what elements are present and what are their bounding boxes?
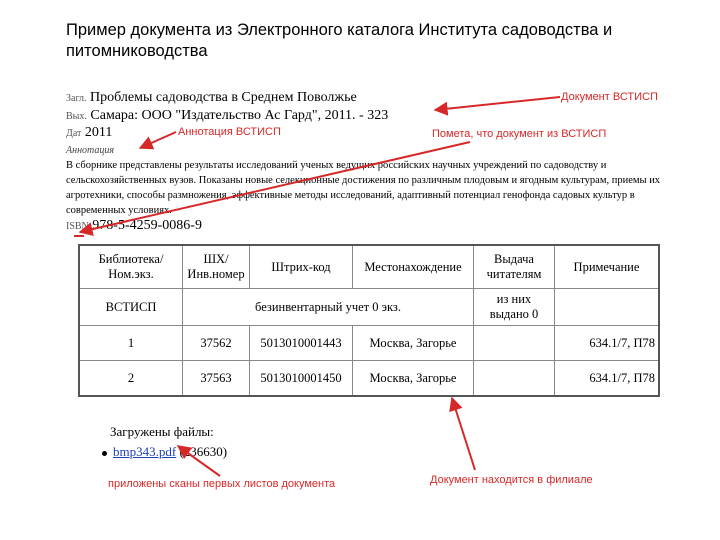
annotation-text: В сборнике представлены результаты исследований ученых ведущих российских научных учреждений по садоводству и сельскохозяйственных вузов. Показаны новые селекционные достижения по различным плодовым и ягодным культурам, приемы их агротехники, способы размножения, эффективные методы исследований, адаптивный потенциал генофонда садовых культур в современных условиях.: [66, 160, 661, 216]
red-marker: [74, 235, 84, 237]
col-barcode: Штрих-код: [250, 245, 353, 289]
holdings-table: [78, 244, 660, 397]
isbn-line: [66, 218, 202, 235]
inventory-number: 37562: [183, 326, 250, 361]
slide-title: Пример документа из Электронного каталога Института садоводства и питомниководства: [66, 21, 613, 60]
uploaded-files: [110, 424, 228, 459]
annotation-label: Аннотация: [66, 145, 115, 156]
location: Москва, Загорье: [353, 326, 474, 361]
year-line: [66, 125, 112, 142]
summary-note: [555, 289, 660, 326]
isbn-value: 978-5-4259-0086-9: [92, 218, 202, 233]
col-location: Местонахождение: [353, 245, 474, 289]
callout-doc-vstisp: Документ ВСТИСП: [561, 91, 658, 103]
bullet-icon: [102, 451, 107, 456]
imprint-value: Самара: ООО "Издательство Ас Гард", 2011. - 323: [90, 108, 389, 123]
location: Москва, Загорье: [353, 361, 474, 397]
callout-mark-vstisp: Помета, что документ из ВСТИСП: [432, 128, 607, 140]
callout-branch: Документ находится в филиале: [430, 474, 593, 486]
callout-scans: приложены сканы первых листов документа: [108, 478, 336, 490]
year-value: 2011: [84, 125, 113, 140]
file-item: [102, 444, 227, 460]
callout-annotation-vstisp: Аннотация ВСТИСП: [178, 126, 281, 138]
col-library: Библиотека/ Ном.экз.: [79, 245, 183, 289]
issued: [474, 361, 555, 397]
issued: [474, 326, 555, 361]
table-row: [79, 326, 659, 361]
files-heading: Загружены файлы:: [110, 424, 214, 439]
shelf-note: 634.1/7, П78: [555, 326, 660, 361]
shelf-note: 634.1/7, П78: [555, 361, 660, 397]
col-issued: Выдача читателям: [474, 245, 555, 289]
imprint-label: Вых.: [66, 111, 87, 122]
summary-row: [79, 289, 659, 326]
file-link[interactable]: bmp343.pdf: [113, 444, 177, 459]
imprint-line: [66, 108, 388, 125]
table-row: [79, 361, 659, 397]
year-label: Дат: [66, 128, 82, 139]
title-value: Проблемы садоводства в Среднем Поволжье: [90, 90, 357, 105]
isbn-label: ISBN: [66, 221, 89, 232]
col-note: Примечание: [555, 245, 660, 289]
copy-number: 1: [79, 326, 183, 361]
inventory-number: 37563: [183, 361, 250, 397]
barcode: 5013010001443: [250, 326, 353, 361]
table-header-row: [79, 245, 659, 289]
col-inventory: ШХ/ Инв.номер: [183, 245, 250, 289]
summary-status: безинвентарный учет 0 экз.: [183, 289, 474, 326]
annotation-line: [66, 142, 114, 159]
copy-number: 2: [79, 361, 183, 397]
barcode: 5013010001450: [250, 361, 353, 397]
summary-library: ВСТИСП: [79, 289, 183, 326]
file-size: (236630): [179, 444, 228, 459]
summary-issued: из них выдано 0: [474, 289, 555, 326]
catalog-record-screenshot: [66, 80, 666, 500]
title-label: Загл.: [66, 93, 87, 104]
title-line: [66, 90, 357, 107]
